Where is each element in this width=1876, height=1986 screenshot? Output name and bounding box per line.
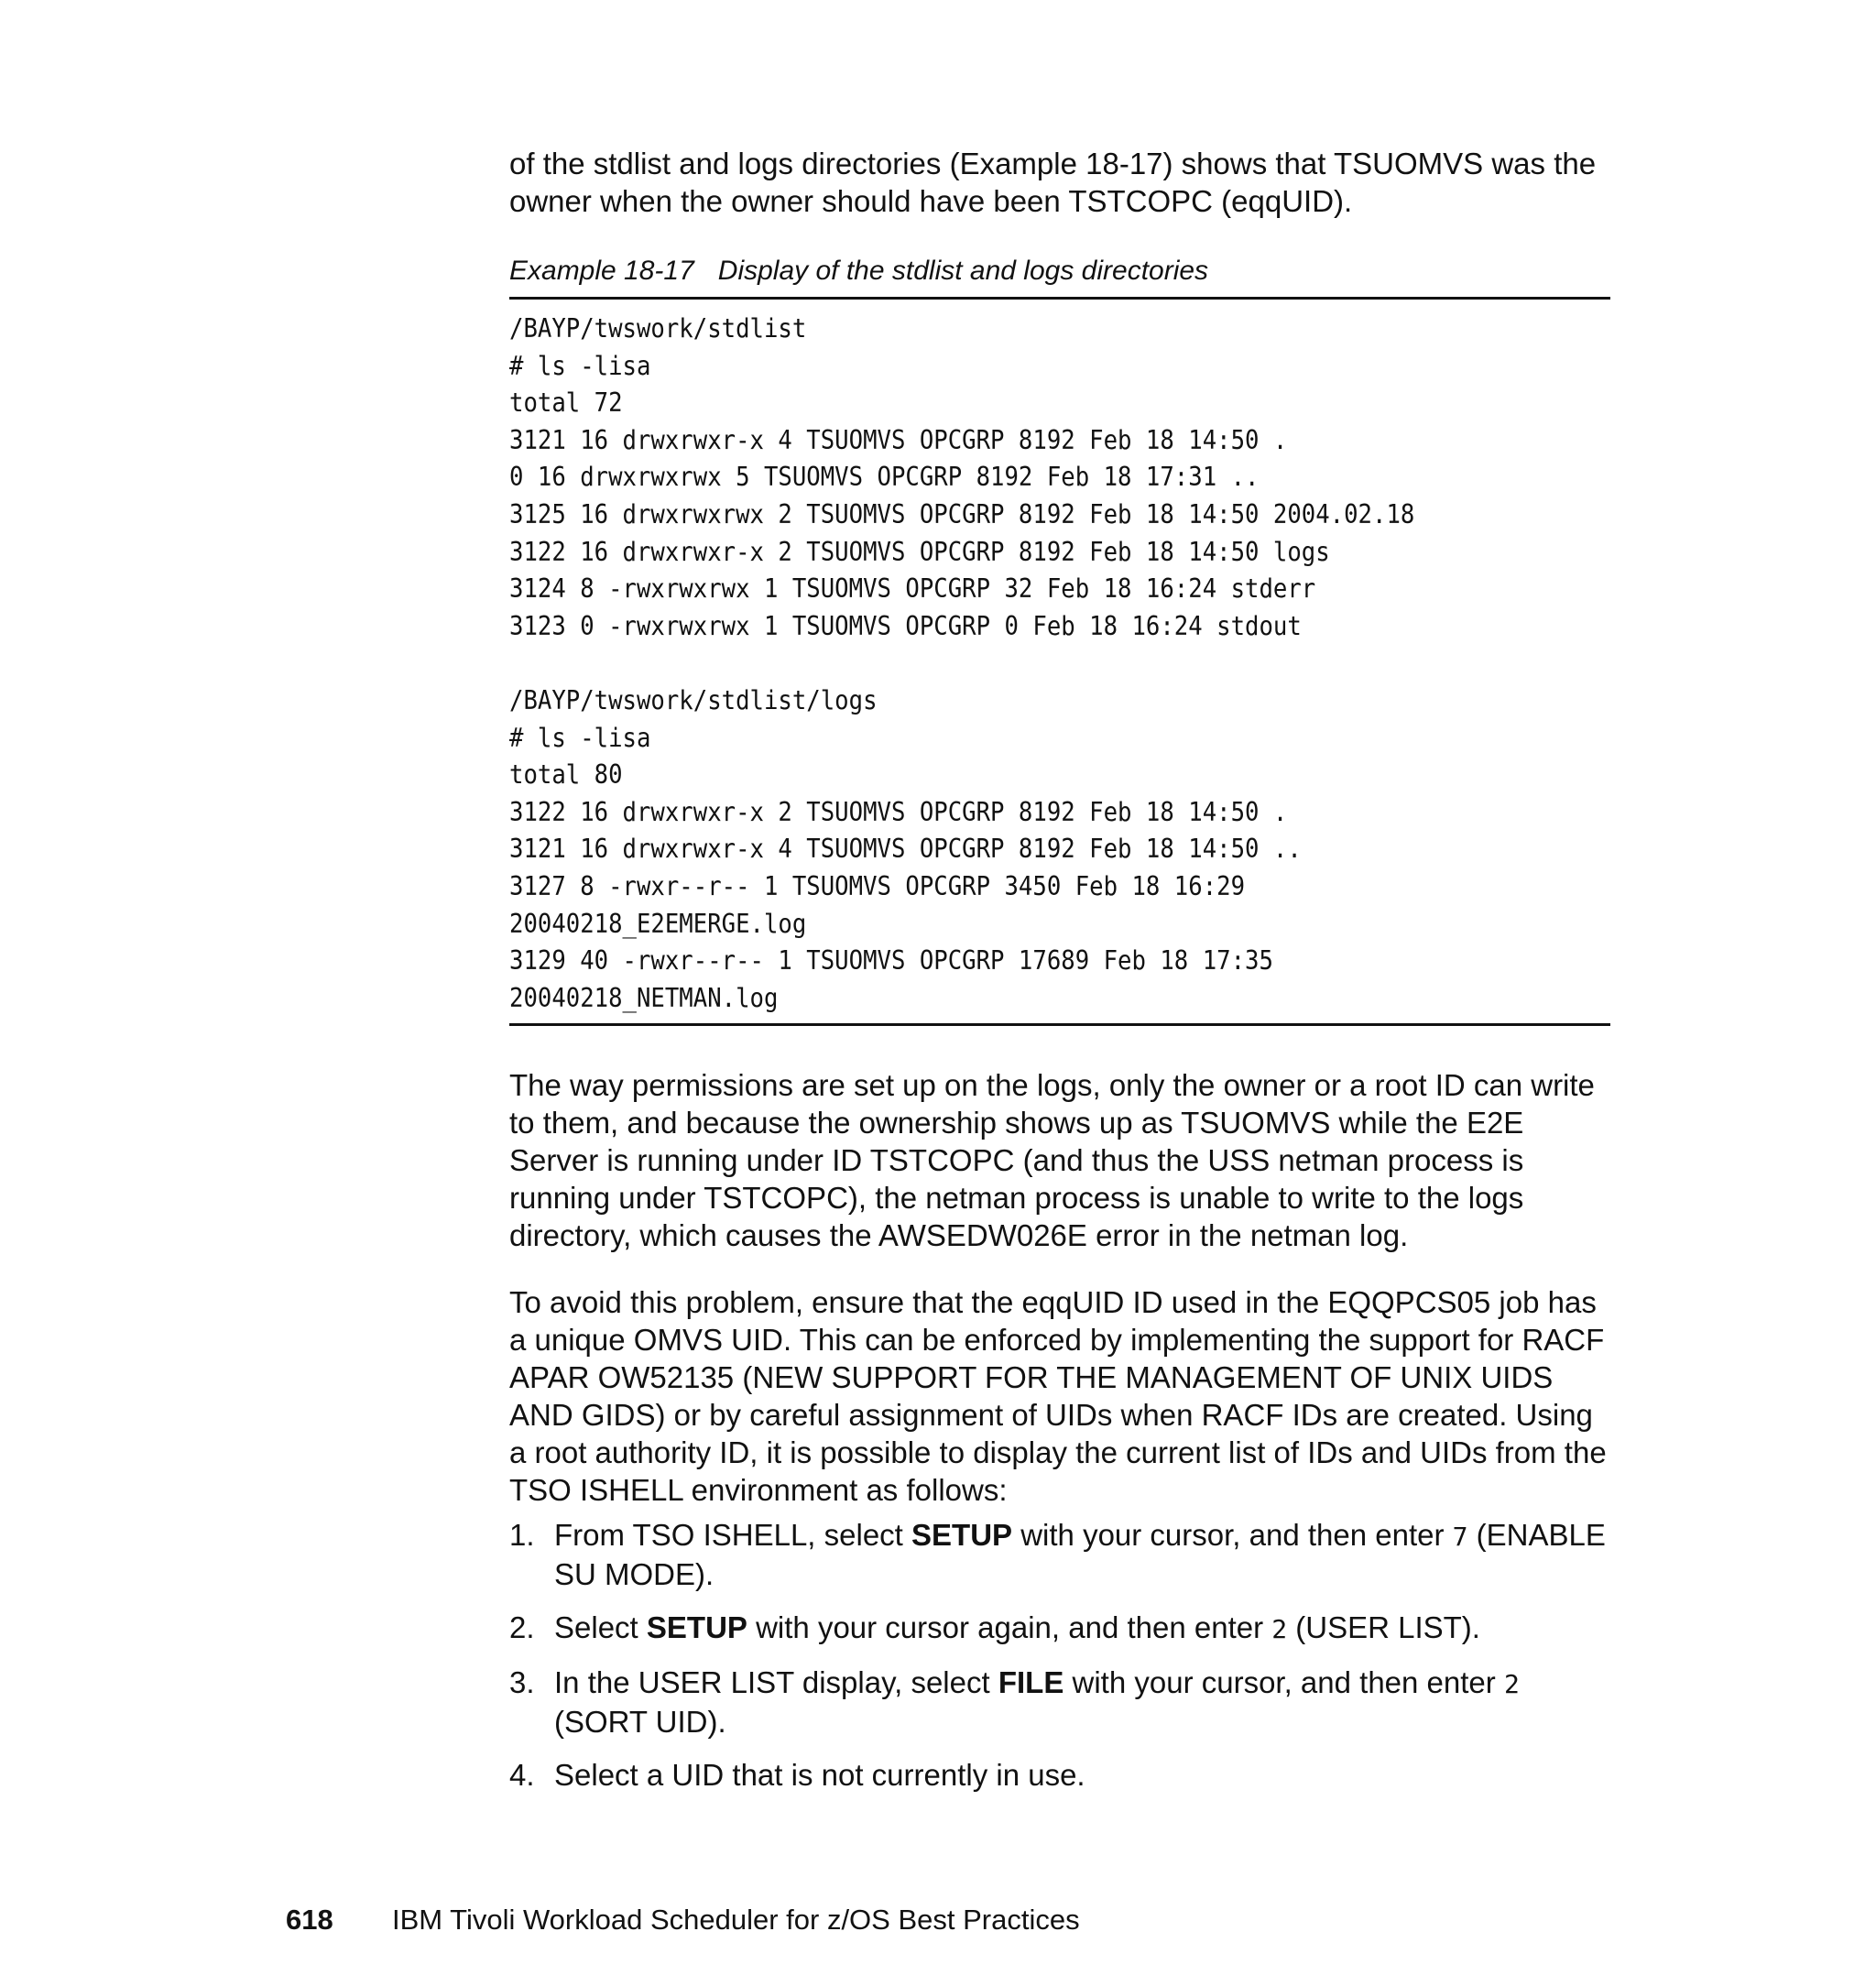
code-line: total 72 [509, 387, 623, 419]
step-text: Select SETUP with your cursor again, and then enter 2 (USER LIST). [554, 1610, 1480, 1644]
code-line: 0 16 drwxrwxrwx 5 TSUOMVS OPCGRP 8192 Feb 18 17:31 .. [509, 462, 1260, 493]
code-line: 3122 16 drwxrwxr-x 2 TSUOMVS OPCGRP 8192 Feb 18 14:50 . [509, 796, 1288, 827]
step-text: In the USER LIST display, select FILE with your cursor, and then enter 2 (SORT UID). [554, 1665, 1520, 1739]
code-line: 3121 16 drwxrwxr-x 4 TSUOMVS OPCGRP 8192 Feb 18 14:50 .. [509, 834, 1302, 865]
code-line: /BAYP/twswork/stdlist/logs [509, 684, 878, 715]
code-line: total 80 [509, 759, 623, 791]
example-title: Display of the stdlist and logs directories [717, 256, 1209, 286]
step-number: 1. [509, 1518, 535, 1552]
code-line: 20040218_NETMAN.log [509, 982, 779, 1013]
code-line: /BAYP/twswork/stdlist [509, 313, 807, 344]
code-line: # ls -lisa [509, 350, 651, 381]
step-item [509, 1664, 1610, 1740]
intro-paragraph: of the stdlist and logs directories (Example 18-17) shows that TSUOMVS was the owner when the owner should have been TSTCOPC (eqqUID). [509, 147, 1597, 218]
code-line: 3122 16 drwxrwxr-x 2 TSUOMVS OPCGRP 8192 Feb 18 14:50 logs [509, 536, 1330, 567]
code-line: 20040218_E2EMERGE.log [509, 908, 807, 939]
step-item [509, 1756, 1610, 1794]
code-line: 3123 0 -rwxrwxrwx 1 TSUOMVS OPCGRP 0 Feb 18 16:24 stdout [509, 610, 1302, 641]
permissions-paragraph: The way permissions are set up on the logs, only the owner or a root ID can write to them, and because the ownership shows up as TSUOMVS while the E2E Server is running under ID TSTCOPC (and thus the USS netman process is running under TSTCOPC), the netman process is unable to write to the logs directory, which causes the AWSEDW026E error in the netman log. [509, 1068, 1595, 1252]
code-line: 3121 16 drwxrwxr-x 4 TSUOMVS OPCGRP 8192 Feb 18 14:50 . [509, 424, 1288, 455]
steps-list [509, 1516, 1610, 1809]
step-number: 2. [509, 1610, 535, 1644]
code-line: 3125 16 drwxrwxrwx 2 TSUOMVS OPCGRP 8192 Feb 18 14:50 2004.02.18 [509, 498, 1415, 529]
page-number: 618 [286, 1904, 333, 1936]
avoid-problem-paragraph: To avoid this problem, ensure that the eqqUID ID used in the EQQPCS05 job has a unique OMVS UID. This can be enforced by implementing the support for RACF APAR OW52135 (NEW SUPPORT FOR THE MANAGEMENT OF UNIX UIDS AND GIDS) or by careful assignment of UIDs when RACF IDs are created. Using a root authority ID, it is possible to display the current list of IDs and UIDs from the TSO ISHELL environment as follows: [509, 1285, 1607, 1507]
example-number: Example 18-17 [509, 256, 694, 286]
code-line: 3124 8 -rwxrwxrwx 1 TSUOMVS OPCGRP 32 Feb 18 16:24 stderr [509, 573, 1316, 605]
step-number: 4. [509, 1758, 535, 1792]
code-line: # ls -lisa [509, 722, 651, 753]
code-line: 3127 8 -rwxr--r-- 1 TSUOMVS OPCGRP 3450 Feb 18 16:29 [509, 870, 1246, 901]
step-item [509, 1609, 1610, 1648]
step-text: Select a UID that is not currently in use. [554, 1758, 1085, 1792]
book-title: IBM Tivoli Workload Scheduler for z/OS Best Practices [392, 1904, 1080, 1936]
page-footer [286, 1904, 1080, 1937]
step-number: 3. [509, 1665, 535, 1699]
step-item [509, 1516, 1610, 1593]
code-listing [509, 311, 1414, 1017]
code-line: 3129 40 -rwxr--r-- 1 TSUOMVS OPCGRP 17689 Feb 18 17:35 [509, 945, 1273, 977]
step-text: From TSO ISHELL, select SETUP with your cursor, and then enter 7 (ENABLE SU MODE). [554, 1518, 1606, 1591]
example-caption [509, 255, 1208, 288]
example-code-box [509, 297, 1610, 1026]
